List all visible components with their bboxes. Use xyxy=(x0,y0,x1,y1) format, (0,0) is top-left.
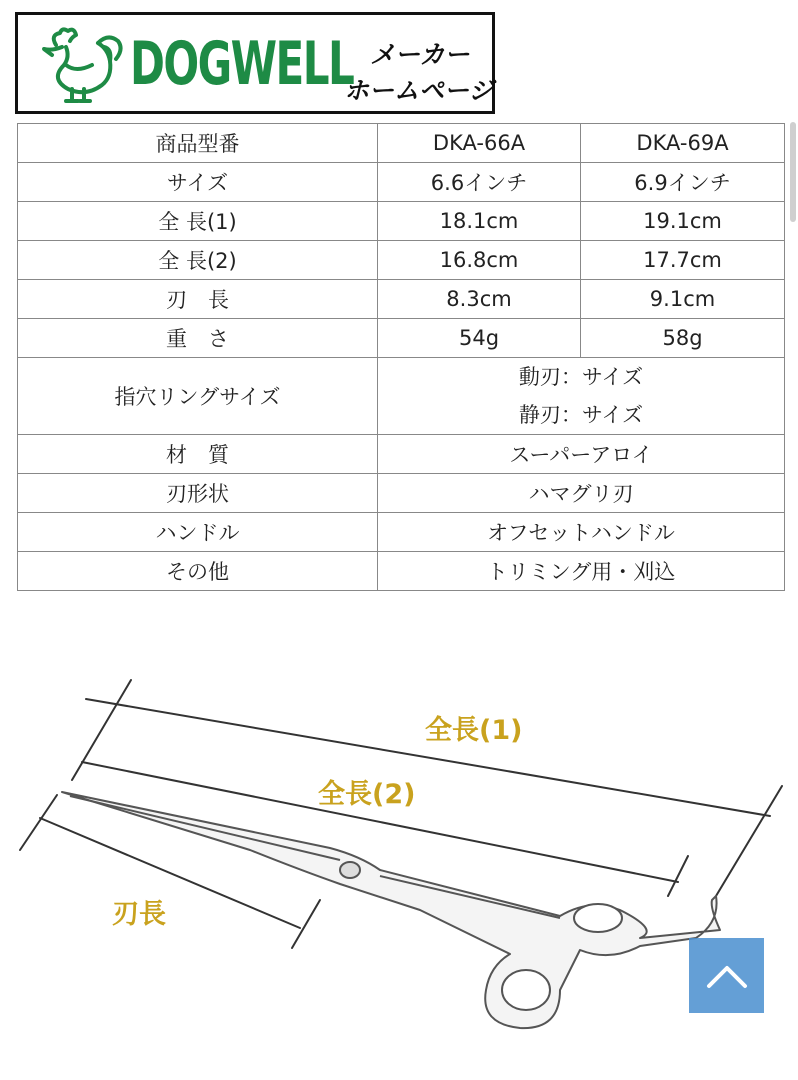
chevron-up-icon xyxy=(705,962,749,990)
row-label: 重 さ xyxy=(18,319,378,358)
row-value-1: 16.8cm xyxy=(378,241,581,280)
table-header-row xyxy=(18,124,785,163)
moving-blade-ring: 動刃：サイズ xyxy=(518,365,644,389)
row-label: 全 長(1) xyxy=(18,202,378,241)
maker-homepage-banner[interactable] xyxy=(15,12,495,114)
row-label: 材 質 xyxy=(18,435,378,474)
rooster-logo-icon xyxy=(26,25,126,107)
row-value-1: 8.3cm xyxy=(378,280,581,319)
table-row xyxy=(18,319,785,358)
row-label: 指穴リングサイズ xyxy=(18,358,378,435)
label-blade-length: 刃長 xyxy=(112,899,166,930)
row-value: ハマグリ刃 xyxy=(378,474,785,513)
row-label: ハンドル xyxy=(18,513,378,552)
spec-table xyxy=(17,123,785,591)
label-total-length-1: 全長(1) xyxy=(425,715,523,746)
table-row xyxy=(18,474,785,513)
row-label: サイズ xyxy=(18,163,378,202)
header-model-2: DKA-69A xyxy=(581,124,785,163)
still-blade-ring: 静刃：サイズ xyxy=(518,403,644,427)
row-label: 全 長(2) xyxy=(18,241,378,280)
table-row xyxy=(18,202,785,241)
banner-homepage-text: ホームページ xyxy=(344,76,494,105)
table-row xyxy=(18,435,785,474)
brand-name: DOGWELL xyxy=(130,29,354,99)
row-value: トリミング用・刈込 xyxy=(378,552,785,591)
row-value-2: 19.1cm xyxy=(581,202,785,241)
row-label: 刃 長 xyxy=(18,280,378,319)
row-value: オフセットハンドル xyxy=(378,513,785,552)
row-value-1: 18.1cm xyxy=(378,202,581,241)
header-label: 商品型番 xyxy=(18,124,378,163)
table-row xyxy=(18,280,785,319)
row-label: その他 xyxy=(18,552,378,591)
row-value: スーパーアロイ xyxy=(378,435,785,474)
row-value-2: 9.1cm xyxy=(581,280,785,319)
table-row xyxy=(18,552,785,591)
table-row xyxy=(18,513,785,552)
row-value-2: 17.7cm xyxy=(581,241,785,280)
table-row-ring-size xyxy=(18,358,785,435)
ring-size-values xyxy=(378,358,785,435)
banner-maker-text: メーカー xyxy=(370,40,470,69)
row-value-2: 6.9インチ xyxy=(581,163,785,202)
header-model-1: DKA-66A xyxy=(378,124,581,163)
table-row xyxy=(18,163,785,202)
scissors-dimension-diagram xyxy=(0,670,798,1080)
table-row xyxy=(18,241,785,280)
row-value-2: 58g xyxy=(581,319,785,358)
scroll-to-top-button[interactable] xyxy=(689,938,764,1013)
row-value-1: 54g xyxy=(378,319,581,358)
scrollbar[interactable] xyxy=(790,122,796,222)
label-total-length-2: 全長(2) xyxy=(318,779,416,810)
row-label: 刃形状 xyxy=(18,474,378,513)
row-value-1: 6.6インチ xyxy=(378,163,581,202)
